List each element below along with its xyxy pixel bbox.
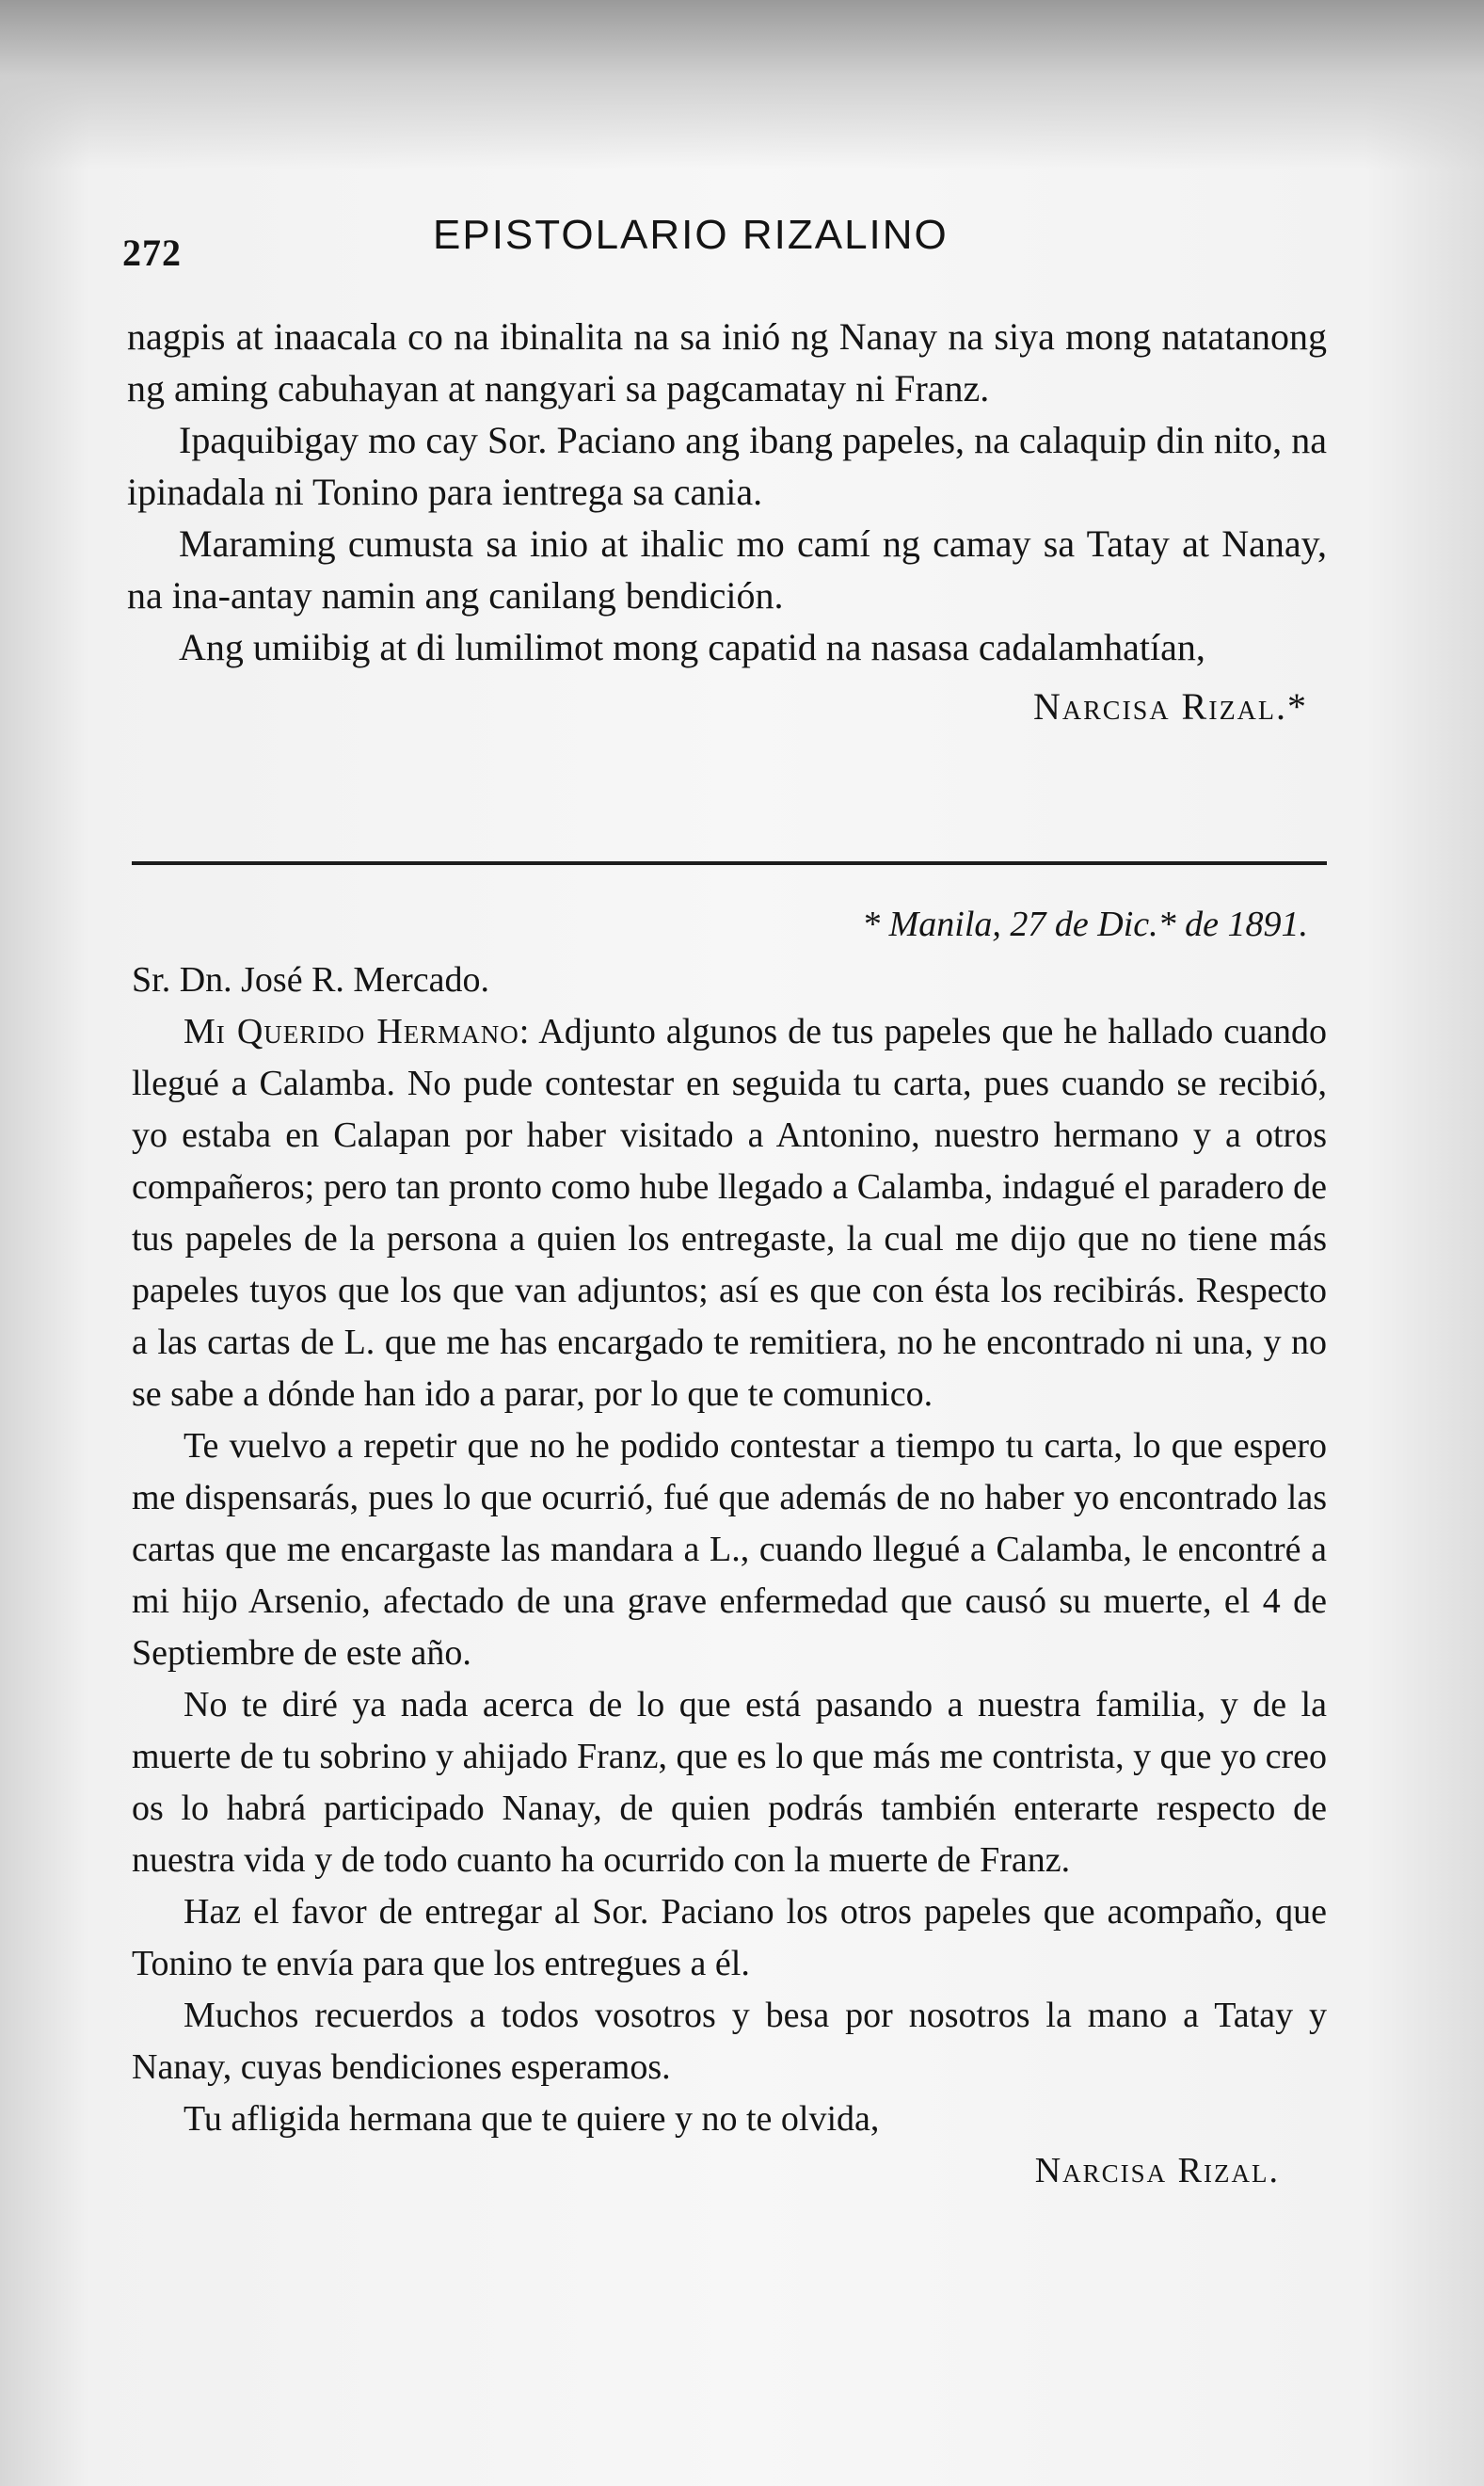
letter-two-paragraph: Haz el favor de entregar al Sor. Paciano los otros papeles que acompaño, que Tonino te envía para que los entregues a él. <box>132 1892 1327 1983</box>
letter-two-paragraph: Muchos recuerdos a todos vosotros y besa por nosotros la mano a Tatay y Nanay, cuyas bendiciones esperamos. <box>132 1996 1327 2087</box>
letter-one-paragraph: Ang umiibig at di lumilimot mong capatid na nasasa cadalamhatían, <box>179 626 1205 668</box>
letter-two-dateline: * Manila, 27 de Dic.* de 1891. <box>862 905 1308 944</box>
letter-two-paragraph: No te diré ya nada acerca de lo que está pasando a nuestra familia, y de la muerte de tu sobrino y ahijado Franz, que es lo que más me contrista, y que yo creo os lo habrá participado Nanay, de quien podrás también enterarte respecto de nuestra vida y de todo cuanto ha ocurrido con la muerte de Franz. <box>132 1685 1327 1880</box>
letter-two-addressee: Sr. Dn. José R. Mercado. <box>132 960 489 1000</box>
page-number: 272 <box>122 232 182 274</box>
section-divider <box>132 861 1327 865</box>
letter-one <box>127 311 1327 732</box>
running-title: EPISTOLARIO RIZALINO <box>433 212 949 258</box>
letter-two-greeting: Mi Querido Hermano: <box>184 1012 531 1051</box>
letter-two <box>132 899 1327 2197</box>
letter-one-paragraph: Ipaquibigay mo cay Sor. Paciano ang ibang papeles, na calaquip din nito, na ipinadala ni Tonino para ientrega sa cania. <box>127 419 1327 513</box>
letter-two-paragraph: Te vuelvo a repetir que no he podido contestar a tiempo tu carta, lo que espero me dispensarás, pues lo que ocurrió, fué que además de no haber yo encontrado las cartas que me encargaste las mandara a L., cuando llegué a Calamba, le encontré a mi hijo Arsenio, afectado de una grave enfermedad que causó su muerte, el 4 de Septiembre de este año. <box>132 1426 1327 1673</box>
scan-shadow <box>0 0 1484 169</box>
letter-two-signature: Narcisa Rizal. <box>1034 2151 1280 2190</box>
letter-two-paragraph-text: Adjunto algunos de tus papeles que he hallado cuando llegué a Calamba. No pude contestar en seguida tu carta, pues cuando se recibió, yo estaba en Calapan por haber visitado a Antonino, nuestro hermano y a otros compañeros; pero tan pronto como hube llegado a Calamba, indagué el paradero de tus papeles de la persona a quien los entregaste, la cual me dijo que no tiene más papeles tuyos que los que van adjuntos; así es que con ésta los recibirás. Respecto a las cartas de L. que me has encargado te remitiera, no he encontrado ni una, y no se sabe a dónde han ido a parar, por lo que te comunico. <box>132 1012 1327 1414</box>
letter-one-paragraph: Maraming cumusta sa inio at ihalic mo camí ng camay sa Tatay at Nanay, na ina-antay namin ang canilang bendición. <box>127 522 1327 617</box>
letter-one-paragraph: nagpis at inaacala co na ibinalita na sa inió ng Nanay na siya mong natatanong ng aming cabuhayan at nangyari sa pagcamatay ni Franz. <box>127 315 1327 409</box>
letter-two-paragraph <box>132 1006 1327 1420</box>
letter-one-signature: Narcisa Rizal.* <box>1032 685 1308 728</box>
letter-two-paragraph: Tu afligida hermana que te quiere y no te olvida, <box>184 2099 880 2139</box>
page-header <box>122 212 1346 278</box>
